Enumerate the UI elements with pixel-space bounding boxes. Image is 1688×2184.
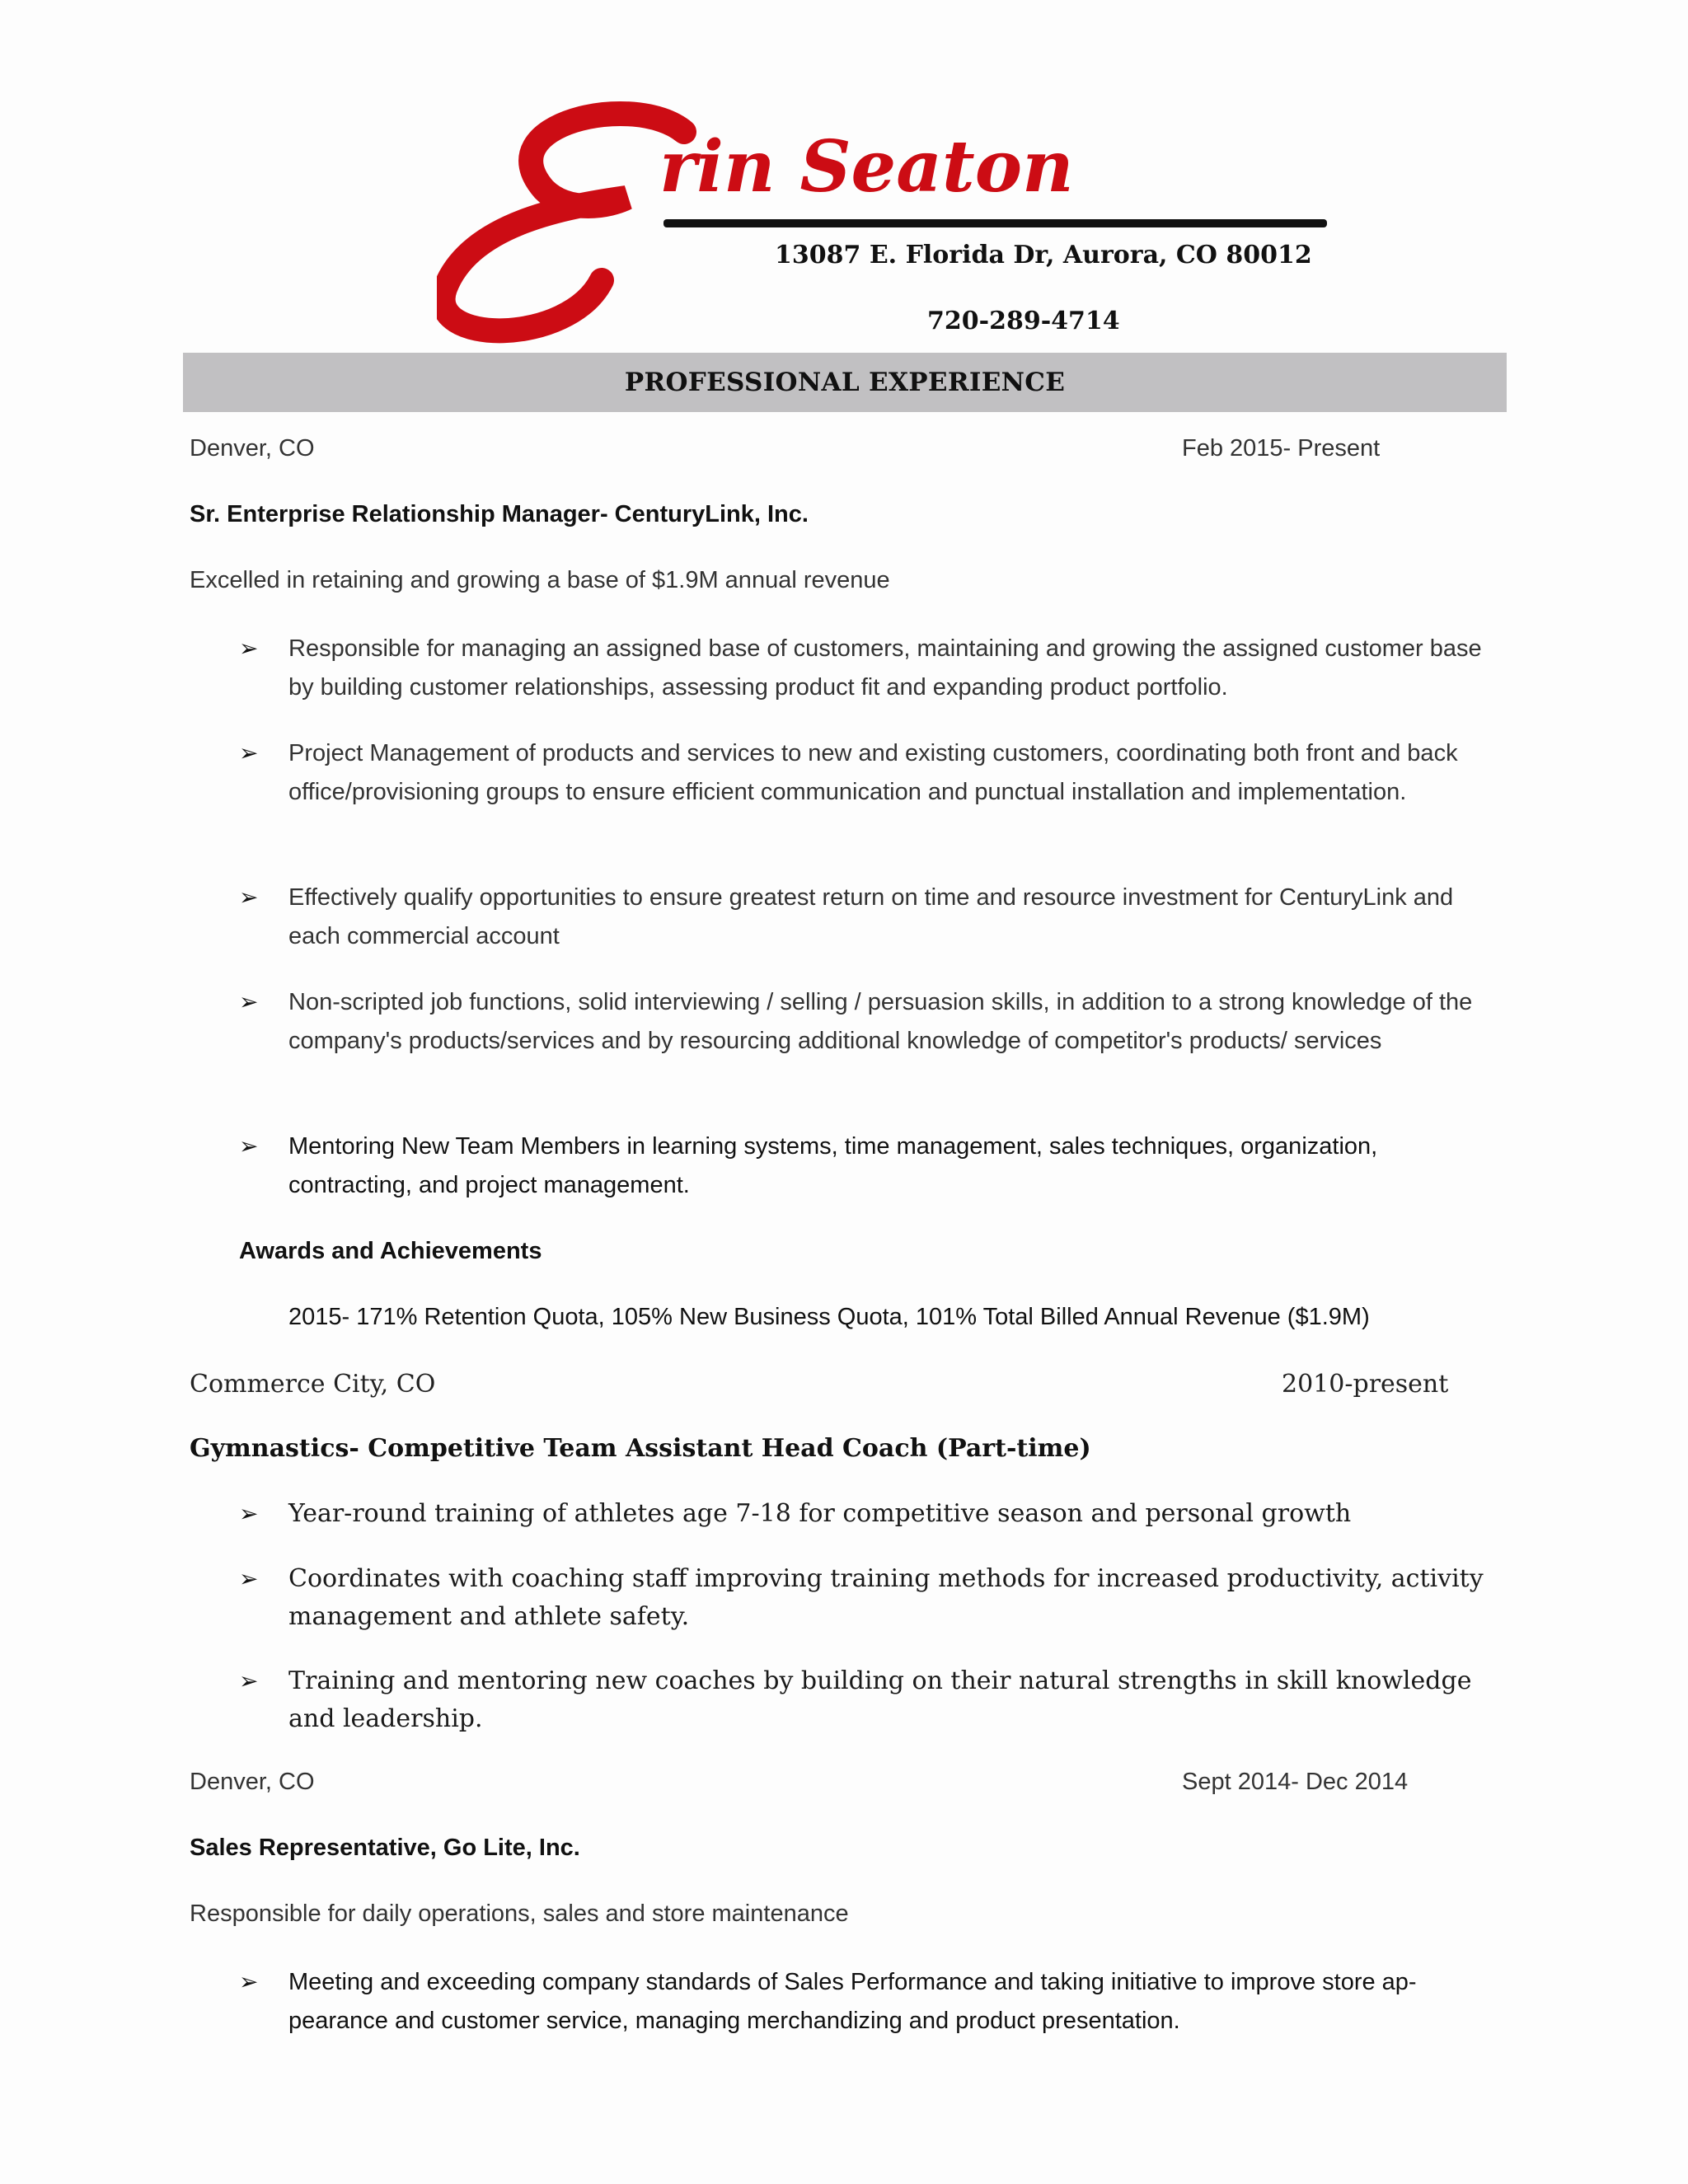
- bullet-arrow-icon: ➢: [239, 989, 259, 1015]
- section-title: PROFESSIONAL EXPERIENCE: [624, 368, 1066, 397]
- job-bullet: Year-round training of athletes age 7-18 for competitive season and personal growth: [288, 1499, 1352, 1528]
- logo-underline: [663, 219, 1327, 227]
- contact-address: 13087 E. Florida Dr, Aurora, CO 80012: [775, 241, 1312, 269]
- bullet-arrow-icon: ➢: [239, 740, 259, 766]
- bullet-arrow-icon: ➢: [239, 884, 259, 910]
- name-logo: [437, 99, 1343, 346]
- job-dates: 2010-present: [1282, 1370, 1449, 1399]
- bullet-arrow-icon: ➢: [239, 1969, 259, 1994]
- name-logo-text: rin Seaton: [659, 125, 1074, 209]
- job-bullet: Mentoring New Team Members in learning systems, time management, sales techniques, organization, contracting, and project management.: [288, 1133, 1378, 1198]
- bullet-arrow-icon: ➢: [239, 1566, 259, 1591]
- bullet-arrow-icon: ➢: [239, 635, 259, 661]
- job-bullet: Effectively qualify opportunities to ensure greatest return on time and resource investment for CenturyLink and each commercial account: [288, 884, 1454, 949]
- awards-text: 2015- 171% Retention Quota, 105% New Business Quota, 101% Total Billed Annual Revenue ($1.9M): [288, 1304, 1370, 1330]
- job-summary: Excelled in retaining and growing a base of $1.9M annual revenue: [190, 567, 890, 593]
- contact-phone: 720-289-4714: [927, 307, 1120, 335]
- bullet-arrow-icon: ➢: [239, 1501, 259, 1526]
- job-bullet: Responsible for managing an assigned base of customers, maintaining and growing the assigned customer base by building customer relationships, assessing product fit and expanding product portfolio.: [288, 635, 1482, 701]
- awards-heading: Awards and Achievements: [239, 1238, 542, 1264]
- bullet-arrow-icon: ➢: [239, 1668, 259, 1694]
- job-dates: Feb 2015- Present: [1182, 435, 1381, 462]
- section-header: [183, 353, 1507, 412]
- job-bullet: Meeting and exceeding company standards of Sales Performance and taking initiative to improve store ap- pearance and customer service, managing merchandizing and product presentation.: [288, 1969, 1417, 2034]
- job-bullet: Training and mentoring new coaches by building on their natural strengths in skill knowledge and leadership.: [288, 1666, 1472, 1733]
- job-bullet: Project Management of products and services to new and existing customers, coordinating both front and back office/provisioning groups to ensure efficient communication and punctual installation and implementation.: [288, 740, 1458, 805]
- job-location: Commerce City, CO: [190, 1370, 436, 1399]
- job-location: Denver, CO: [190, 1769, 315, 1795]
- job-dates: Sept 2014- Dec 2014: [1182, 1769, 1409, 1795]
- job-location: Denver, CO: [190, 435, 315, 462]
- job-bullet: Non-scripted job functions, solid interviewing / selling / persuasion skills, in addition to a strong knowledge of the company's products/services and by resourcing additional knowledge of competitor's products/ services: [288, 989, 1473, 1054]
- bullet-arrow-icon: ➢: [239, 1133, 259, 1159]
- job-summary: Responsible for daily operations, sales and store maintenance: [190, 1900, 849, 1927]
- job-title: Gymnastics- Competitive Team Assistant Head Coach (Part-time): [190, 1434, 1091, 1463]
- job-title: Sr. Enterprise Relationship Manager- CenturyLink, Inc.: [190, 501, 809, 527]
- job-bullet: Coordinates with coaching staff improving training methods for increased productivity, activity management and athlete safety.: [288, 1564, 1484, 1631]
- job-title: Sales Representative, Go Lite, Inc.: [190, 1835, 580, 1861]
